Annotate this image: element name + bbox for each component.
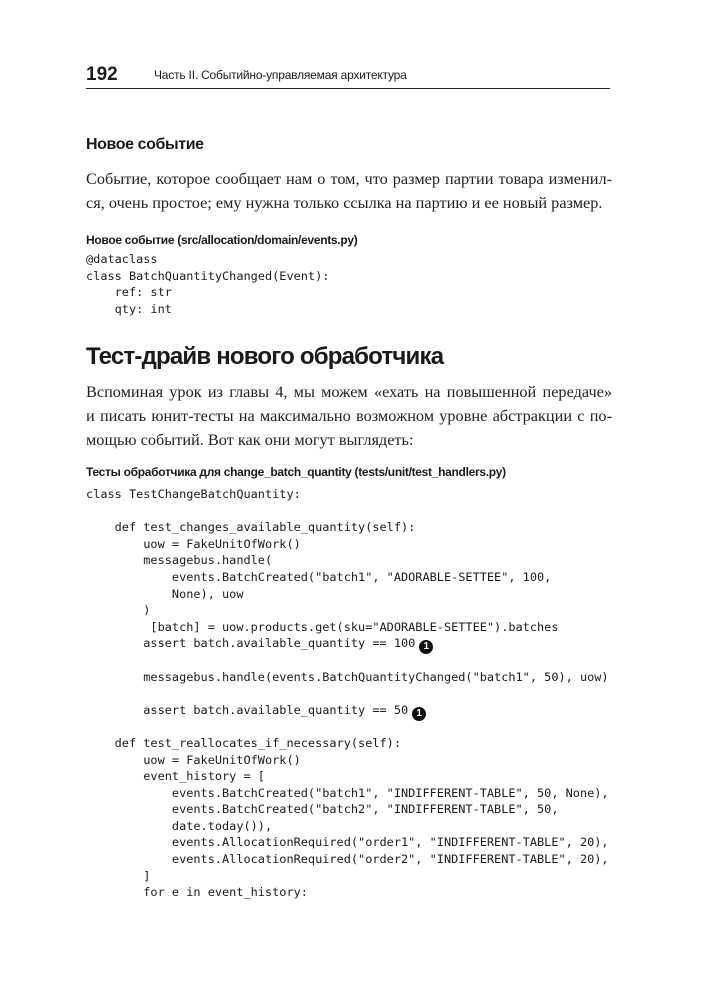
- code-line: messagebus.handle(: [86, 553, 273, 568]
- code-caption-handlers: Тесты обработчика для change_batch_quantity (tests/unit/test_handlers.py): [86, 465, 506, 479]
- code-line: @dataclass: [86, 252, 158, 266]
- code-line: def test_changes_available_quantity(self):: [86, 520, 416, 535]
- callout-number-icon: 1: [412, 707, 426, 721]
- paragraph-test-drive: [86, 380, 612, 452]
- page-number: 192: [86, 64, 118, 85]
- code-caption-events: Новое событие (src/allocation/domain/events.py): [86, 233, 358, 247]
- section-heading-new-event: Новое событие: [86, 136, 204, 153]
- section-heading-test-drive: Тест-драйв нового обработчика: [86, 343, 444, 370]
- code-line: date.today()),: [86, 818, 273, 833]
- callout-number-icon: 1: [419, 640, 433, 654]
- code-block-handlers: [86, 486, 609, 901]
- code-line: None), uow: [86, 586, 244, 601]
- code-line: uow = FakeUnitOfWork(): [86, 536, 301, 551]
- code-line: class BatchQuantityChanged(Event):: [86, 268, 330, 283]
- code-line: [batch] = uow.products.get(sku="ADORABLE-SETTEE").batches: [86, 619, 559, 634]
- code-block-events: [86, 251, 329, 317]
- code-text: assert batch.available_quantity == 50: [86, 702, 409, 717]
- page-header: [86, 64, 610, 90]
- code-line: def test_reallocates_if_necessary(self):: [86, 735, 401, 750]
- code-line: events.BatchCreated("batch1", "ADORABLE-SETTEE", 100,: [86, 569, 552, 584]
- header-rule: [86, 88, 610, 89]
- paragraph-line: Вспоминая урок из главы 4, мы можем «ехать на повышенной передаче»: [86, 382, 612, 401]
- code-line: uow = FakeUnitOfWork(): [86, 752, 301, 767]
- code-line: events.AllocationRequired("order1", "INDIFFERENT-TABLE", 20),: [86, 835, 609, 850]
- code-line: [86, 718, 609, 735]
- paragraph-new-event: [86, 167, 612, 215]
- code-line: events.AllocationRequired("order2", "INDIFFERENT-TABLE", 20),: [86, 852, 609, 867]
- paragraph-line: Событие, которое сообщает нам о том, что размер партии товара изменил-: [86, 169, 612, 188]
- code-line: [86, 652, 609, 669]
- paragraph-line: мощью событий. Вот как они могут выглядеть:: [86, 430, 414, 449]
- running-head: Часть II. Событийно-управляемая архитектура: [154, 68, 407, 82]
- code-line: events.BatchCreated("batch2", "INDIFFERENT-TABLE", 50,: [86, 802, 559, 817]
- code-line: events.BatchCreated("batch1", "INDIFFERENT-TABLE", 50, None),: [86, 785, 609, 800]
- code-line: [86, 503, 609, 520]
- paragraph-line: и писать юнит-тесты на максимально возможном уровне абстракции с по-: [86, 406, 612, 425]
- code-line: qty: int: [86, 301, 172, 316]
- code-line: class TestChangeBatchQuantity:: [86, 487, 301, 501]
- code-line-with-callout: [86, 702, 609, 719]
- code-line: ]: [86, 868, 151, 883]
- code-line: ): [86, 603, 151, 618]
- code-text: assert batch.available_quantity == 100: [86, 636, 416, 651]
- paragraph-line: ся, очень простое; ему нужна только ссылка на партию и ее новый размер.: [86, 193, 603, 212]
- code-line: [86, 685, 609, 702]
- code-line-with-callout: [86, 635, 609, 652]
- code-line: ref: str: [86, 285, 172, 300]
- code-line: messagebus.handle(events.BatchQuantityChanged("batch1", 50), uow): [86, 669, 609, 684]
- code-line: event_history = [: [86, 769, 265, 784]
- code-line: for e in event_history:: [86, 885, 308, 900]
